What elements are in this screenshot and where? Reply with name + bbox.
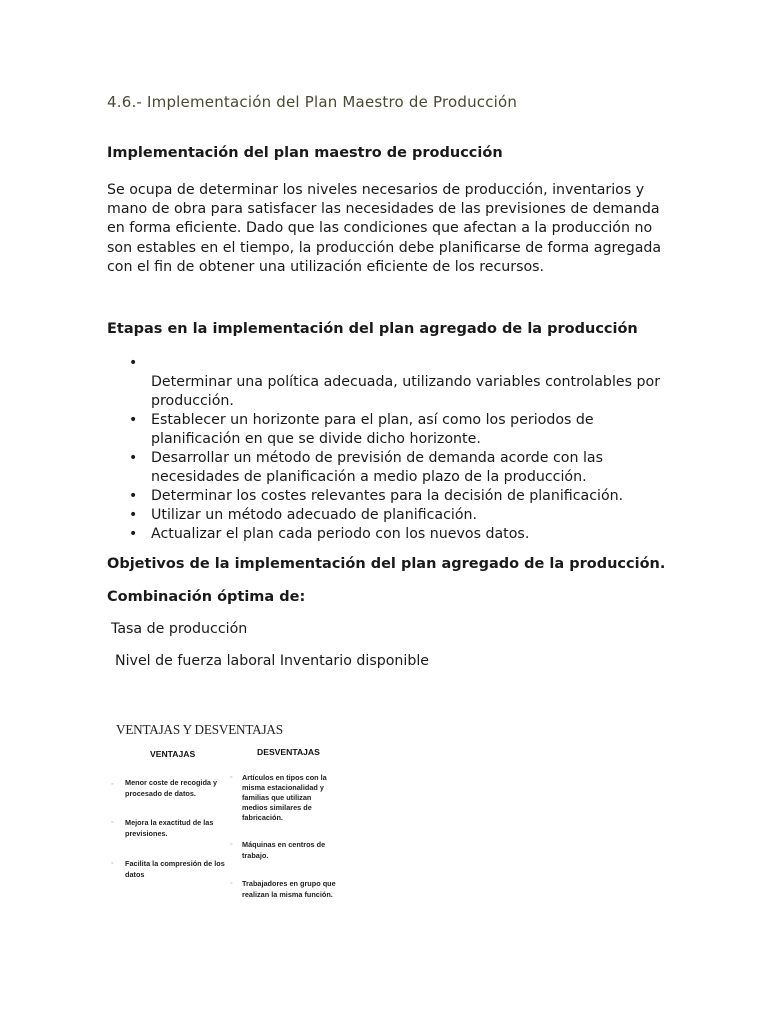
paragraph-line: mano de obra para satisfacer las necesidades de las previsiones de demanda <box>107 201 660 218</box>
list-item: • Actualizar el plan cada periodo con los nuevos datos. <box>151 525 671 544</box>
advantage-item: Facilita la compresión de los datos <box>125 859 225 879</box>
advantages-heading: VENTAJAS <box>150 749 196 759</box>
section-heading-objectives: Objetivos de la implementación del plan agregado de la producción. <box>107 556 666 572</box>
disadvantage-item: Máquinas en centros de trabajo. <box>242 840 326 860</box>
advantage-item: Mejora la exactitud de las previsiones. <box>125 818 214 838</box>
disadvantage-item: Trabajadores en grupo que realizan la misma función. <box>242 879 336 899</box>
paragraph-line: con el fin de obtener una utilización eficiente de los recursos. <box>107 258 545 275</box>
figure-bullet: ◦ <box>111 860 114 867</box>
paragraph-line: Se ocupa de determinar los niveles necesarios de producción, inventarios y <box>107 182 645 198</box>
section-heading-implementation: Implementación del plan maestro de producción <box>107 145 503 161</box>
list-item: • Determinar los costes relevantes para la decisión de planificación. <box>151 487 671 506</box>
disadvantages-heading: DESVENTAJAS <box>257 747 320 757</box>
stages-list <box>151 354 671 544</box>
objective-line-workforce-inventory: Nivel de fuerza laboral Inventario disponible <box>115 653 430 669</box>
section-subheading-combination: Combinación óptima de: <box>107 589 306 605</box>
list-item: • Desarrollar un método de previsión de demanda acorde con las necesidades de planificación a medio plazo de la producción. <box>151 449 671 487</box>
list-item: • Establecer un horizonte para el plan, así como los periodos de planificación en que se divide dicho horizonte. <box>151 411 671 449</box>
page-title: 4.6.- Implementación del Plan Maestro de Producción <box>107 93 518 111</box>
list-item: • Utilizar un método adecuado de planificación. <box>151 506 671 525</box>
advantage-item: Menor coste de recogida y procesado de datos. <box>125 778 218 798</box>
paragraph-line: en forma eficiente. Dado que las condiciones que afectan a la producción no <box>107 220 653 237</box>
figure-bullet: ◦ <box>230 774 233 781</box>
disadvantage-item: Artículos en tipos con la misma estacionalidad y familias que utilizan medios similares de fabricación. <box>242 773 327 822</box>
figure-bullet: ◦ <box>230 841 233 848</box>
advantages-disadvantages-image <box>111 718 348 910</box>
figure-bullet: ◦ <box>111 781 114 788</box>
figure-bullet: ◦ <box>230 880 233 887</box>
intro-paragraph <box>107 181 667 277</box>
paragraph-line: son estables en el tiempo, la producción debe planificarse de forma agregada <box>107 239 662 256</box>
figure-title: VENTAJAS Y DESVENTAJAS <box>116 722 283 737</box>
section-heading-stages: Etapas en la implementación del plan agregado de la producción <box>107 321 638 337</box>
figure-bullet: ◦ <box>111 819 114 826</box>
list-item: • Determinar una política adecuada, utilizando variables controlables por producción. <box>151 354 671 411</box>
objective-line-production-rate: Tasa de producción <box>111 621 248 637</box>
